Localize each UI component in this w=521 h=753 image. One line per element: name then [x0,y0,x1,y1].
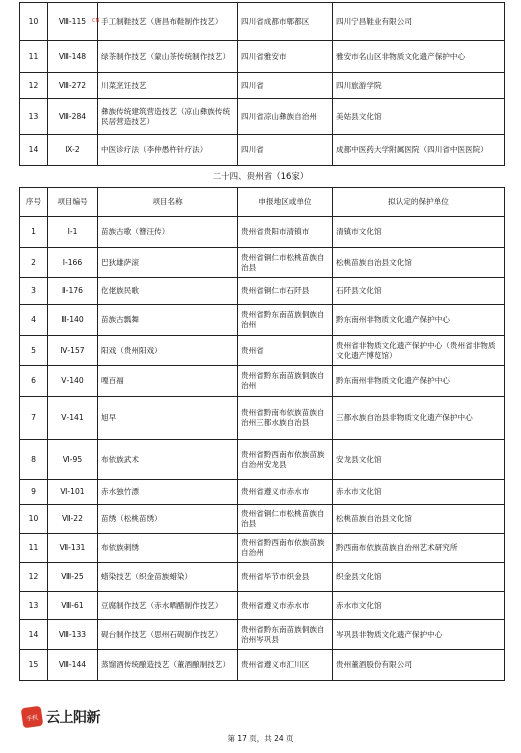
cell-name: 苗族古歌（簪汪传） [98,217,238,248]
cell-code: Ⅷ-148 [48,41,98,73]
cell-region: 贵州省遵义市赤水市 [238,480,333,505]
cell-unit: 三都水族自治县非物质文化遗产保护中心 [333,397,505,440]
cell-unit: 成都中医药大学附属医院（四川省中医医院） [333,135,505,166]
cell-region: 贵州省黔西南布依族苗族自治州安龙县 [238,440,333,480]
logo [22,706,100,728]
cell-name: 嘎百福 [98,366,238,397]
cell-unit: 四川旅游学院 [333,73,505,99]
table-row [20,440,505,480]
table-row [20,366,505,397]
cell-name: 中医诊疗法（李仲愚杵针疗法） [98,135,238,166]
cell-unit: 黔西南布依族苗族自治州艺术研究所 [333,534,505,563]
table-row [20,650,505,681]
cell-unit: 雅安市名山区非物质文化遗产保护中心 [333,41,505,73]
cell-unit: 赤水市文化馆 [333,480,505,505]
cell-name: 彝族传统建筑营造技艺（凉山彝族传统民居营造技艺） [98,99,238,135]
table-row [20,217,505,248]
cell-region: 贵州省贵阳市清镇市 [238,217,333,248]
cell-code: Ⅷ-115 [48,3,98,41]
cell-name: 赤水独竹漂 [98,480,238,505]
cell-num: 12 [20,563,48,592]
table-row [20,563,505,592]
cell-unit: 黔东南州非物质文化遗产保护中心 [333,366,505,397]
cell-num: 13 [20,592,48,620]
cell-code: Ⅷ-284 [48,99,98,135]
cell-region: 贵州省黔南布依族苗族自治州三都水族自治县 [238,397,333,440]
cell-unit: 岑巩县非物质文化遗产保护中心 [333,620,505,650]
cell-name: 蒸馏酒传统酿造技艺（董酒酿制技艺） [98,650,238,681]
cell-region: 贵州省黔东南苗族侗族自治州 [238,305,333,336]
cell-region: 四川省 [238,73,333,99]
cell-num: 5 [20,336,48,366]
section-title: 二十四、贵州省（16家） [212,172,309,182]
cell-region: 贵州省黔西南布依族苗族自治州 [238,534,333,563]
main-table [19,187,505,681]
cell-name: 仡佬族民歌 [98,278,238,305]
cell-name: 布依族刺绣 [98,534,238,563]
cell-num: 4 [20,305,48,336]
cell-unit: 松桃苗族自治县文化馆 [333,248,505,278]
cell-num: 9 [20,480,48,505]
cell-code: Ⅵ-101 [48,480,98,505]
table-row [20,620,505,650]
cell-name: 砚台制作技艺（思州石砚制作技艺） [98,620,238,650]
cell-num: 8 [20,440,48,480]
table-row [20,505,505,534]
cell-code: Ⅷ-144 [48,650,98,681]
cell-code: Ⅴ-141 [48,397,98,440]
table-row [20,480,505,505]
cell-num: 10 [20,3,48,41]
cell-num: 10 [20,505,48,534]
cell-name: 川菜烹饪技艺 [98,73,238,99]
cell-code: Ⅷ-25 [48,563,98,592]
table-row [20,41,505,73]
table-header-row [20,188,505,217]
cell-code: Ⅵ-95 [48,440,98,480]
cell-num: 6 [20,366,48,397]
cell-num: 1 [20,217,48,248]
cell-region: 贵州省黔东南苗族侗族自治州 [238,366,333,397]
cell-num: 11 [20,41,48,73]
table-row [20,73,505,99]
cell-num: 12 [20,73,48,99]
cell-name: 豆腐制作技艺（赤水晒醋制作技艺） [98,592,238,620]
logo-sub: CN [92,18,100,24]
cell-code: Ⅷ-272 [48,73,98,99]
cell-num: 14 [20,620,48,650]
cell-code: Ⅷ-61 [48,592,98,620]
cell-num: 15 [20,650,48,681]
cell-unit: 安龙县文化馆 [333,440,505,480]
cell-unit: 织金县文化馆 [333,563,505,592]
table-row [20,592,505,620]
cell-unit: 赤水市文化馆 [333,592,505,620]
cell-code: Ⅶ-22 [48,505,98,534]
table-row [20,99,505,135]
header-num: 序号 [20,188,48,217]
cell-region: 四川省成都市郫都区 [238,3,333,41]
cell-region: 四川省凉山彝族自治州 [238,99,333,135]
page-number: 第 17 页，共 24 页 [227,734,294,743]
cell-code: Ⅰ-166 [48,248,98,278]
cell-name: 旭早 [98,397,238,440]
table-row [20,305,505,336]
cell-region: 贵州省毕节市织金县 [238,563,333,592]
cell-code: Ⅳ-157 [48,336,98,366]
cell-name: 苗绣（松桃苗绣） [98,505,238,534]
cell-region: 四川省雅安市 [238,41,333,73]
cell-num: 3 [20,278,48,305]
header-unit: 拟认定的保护单位 [333,188,505,217]
cell-region: 贵州省铜仁市石阡县 [238,278,333,305]
cell-code: Ⅱ-176 [48,278,98,305]
cell-region: 贵州省遵义市汇川区 [238,650,333,681]
cell-unit: 四川宁昌鞋业有限公司 [333,3,505,41]
cell-name: 布依族武术 [98,440,238,480]
cell-region: 贵州省铜仁市松桃苗族自治县 [238,248,333,278]
cell-name: 苗族古瓢舞 [98,305,238,336]
table-row [20,336,505,366]
logo-text: 云上阳新 [46,710,100,726]
cell-unit: 贵州董酒股份有限公司 [333,650,505,681]
cell-unit: 清镇市文化馆 [333,217,505,248]
cell-name: 手工制鞋技艺（唐昌布鞋制作技艺） [98,3,238,41]
cell-num: 7 [20,397,48,440]
top-table [19,2,505,166]
table-row [20,534,505,563]
cell-code: Ⅰ-1 [48,217,98,248]
cell-code: Ⅸ-2 [48,135,98,166]
cell-code: Ⅲ-140 [48,305,98,336]
logo-badge-icon: 手机 [21,706,44,729]
cell-name: 巴狄雄萨滚 [98,248,238,278]
cell-region: 贵州省铜仁市松桃苗族自治县 [238,505,333,534]
table-row [20,278,505,305]
header-name: 项目名称 [98,188,238,217]
cell-num: 14 [20,135,48,166]
cell-code: Ⅷ-133 [48,620,98,650]
cell-region: 贵州省 [238,336,333,366]
table-row [20,248,505,278]
cell-unit: 黔东南州非物质文化遗产保护中心 [333,305,505,336]
cell-code: Ⅴ-140 [48,366,98,397]
table-row [20,397,505,440]
header-region: 申报地区或单位 [238,188,333,217]
cell-unit: 贵州省非物质文化遗产保护中心（贵州省非物质文化遗产博览馆） [333,336,505,366]
cell-unit: 美姑县文化馆 [333,99,505,135]
cell-num: 11 [20,534,48,563]
cell-region: 四川省 [238,135,333,166]
cell-name: 阳戏（贵州阳戏） [98,336,238,366]
cell-unit: 松桃苗族自治县文化馆 [333,505,505,534]
header-code: 项目编号 [48,188,98,217]
cell-region: 贵州省遵义市赤水市 [238,592,333,620]
cell-num: 2 [20,248,48,278]
cell-num: 13 [20,99,48,135]
cell-name: 绿茶制作技艺（蒙山茶传统制作技艺） [98,41,238,73]
cell-region: 贵州省黔东南苗族侗族自治州岑巩县 [238,620,333,650]
cell-unit: 石阡县文化馆 [333,278,505,305]
cell-name: 蜡染技艺（织金苗族蜡染） [98,563,238,592]
table-row [20,135,505,166]
cell-code: Ⅶ-131 [48,534,98,563]
